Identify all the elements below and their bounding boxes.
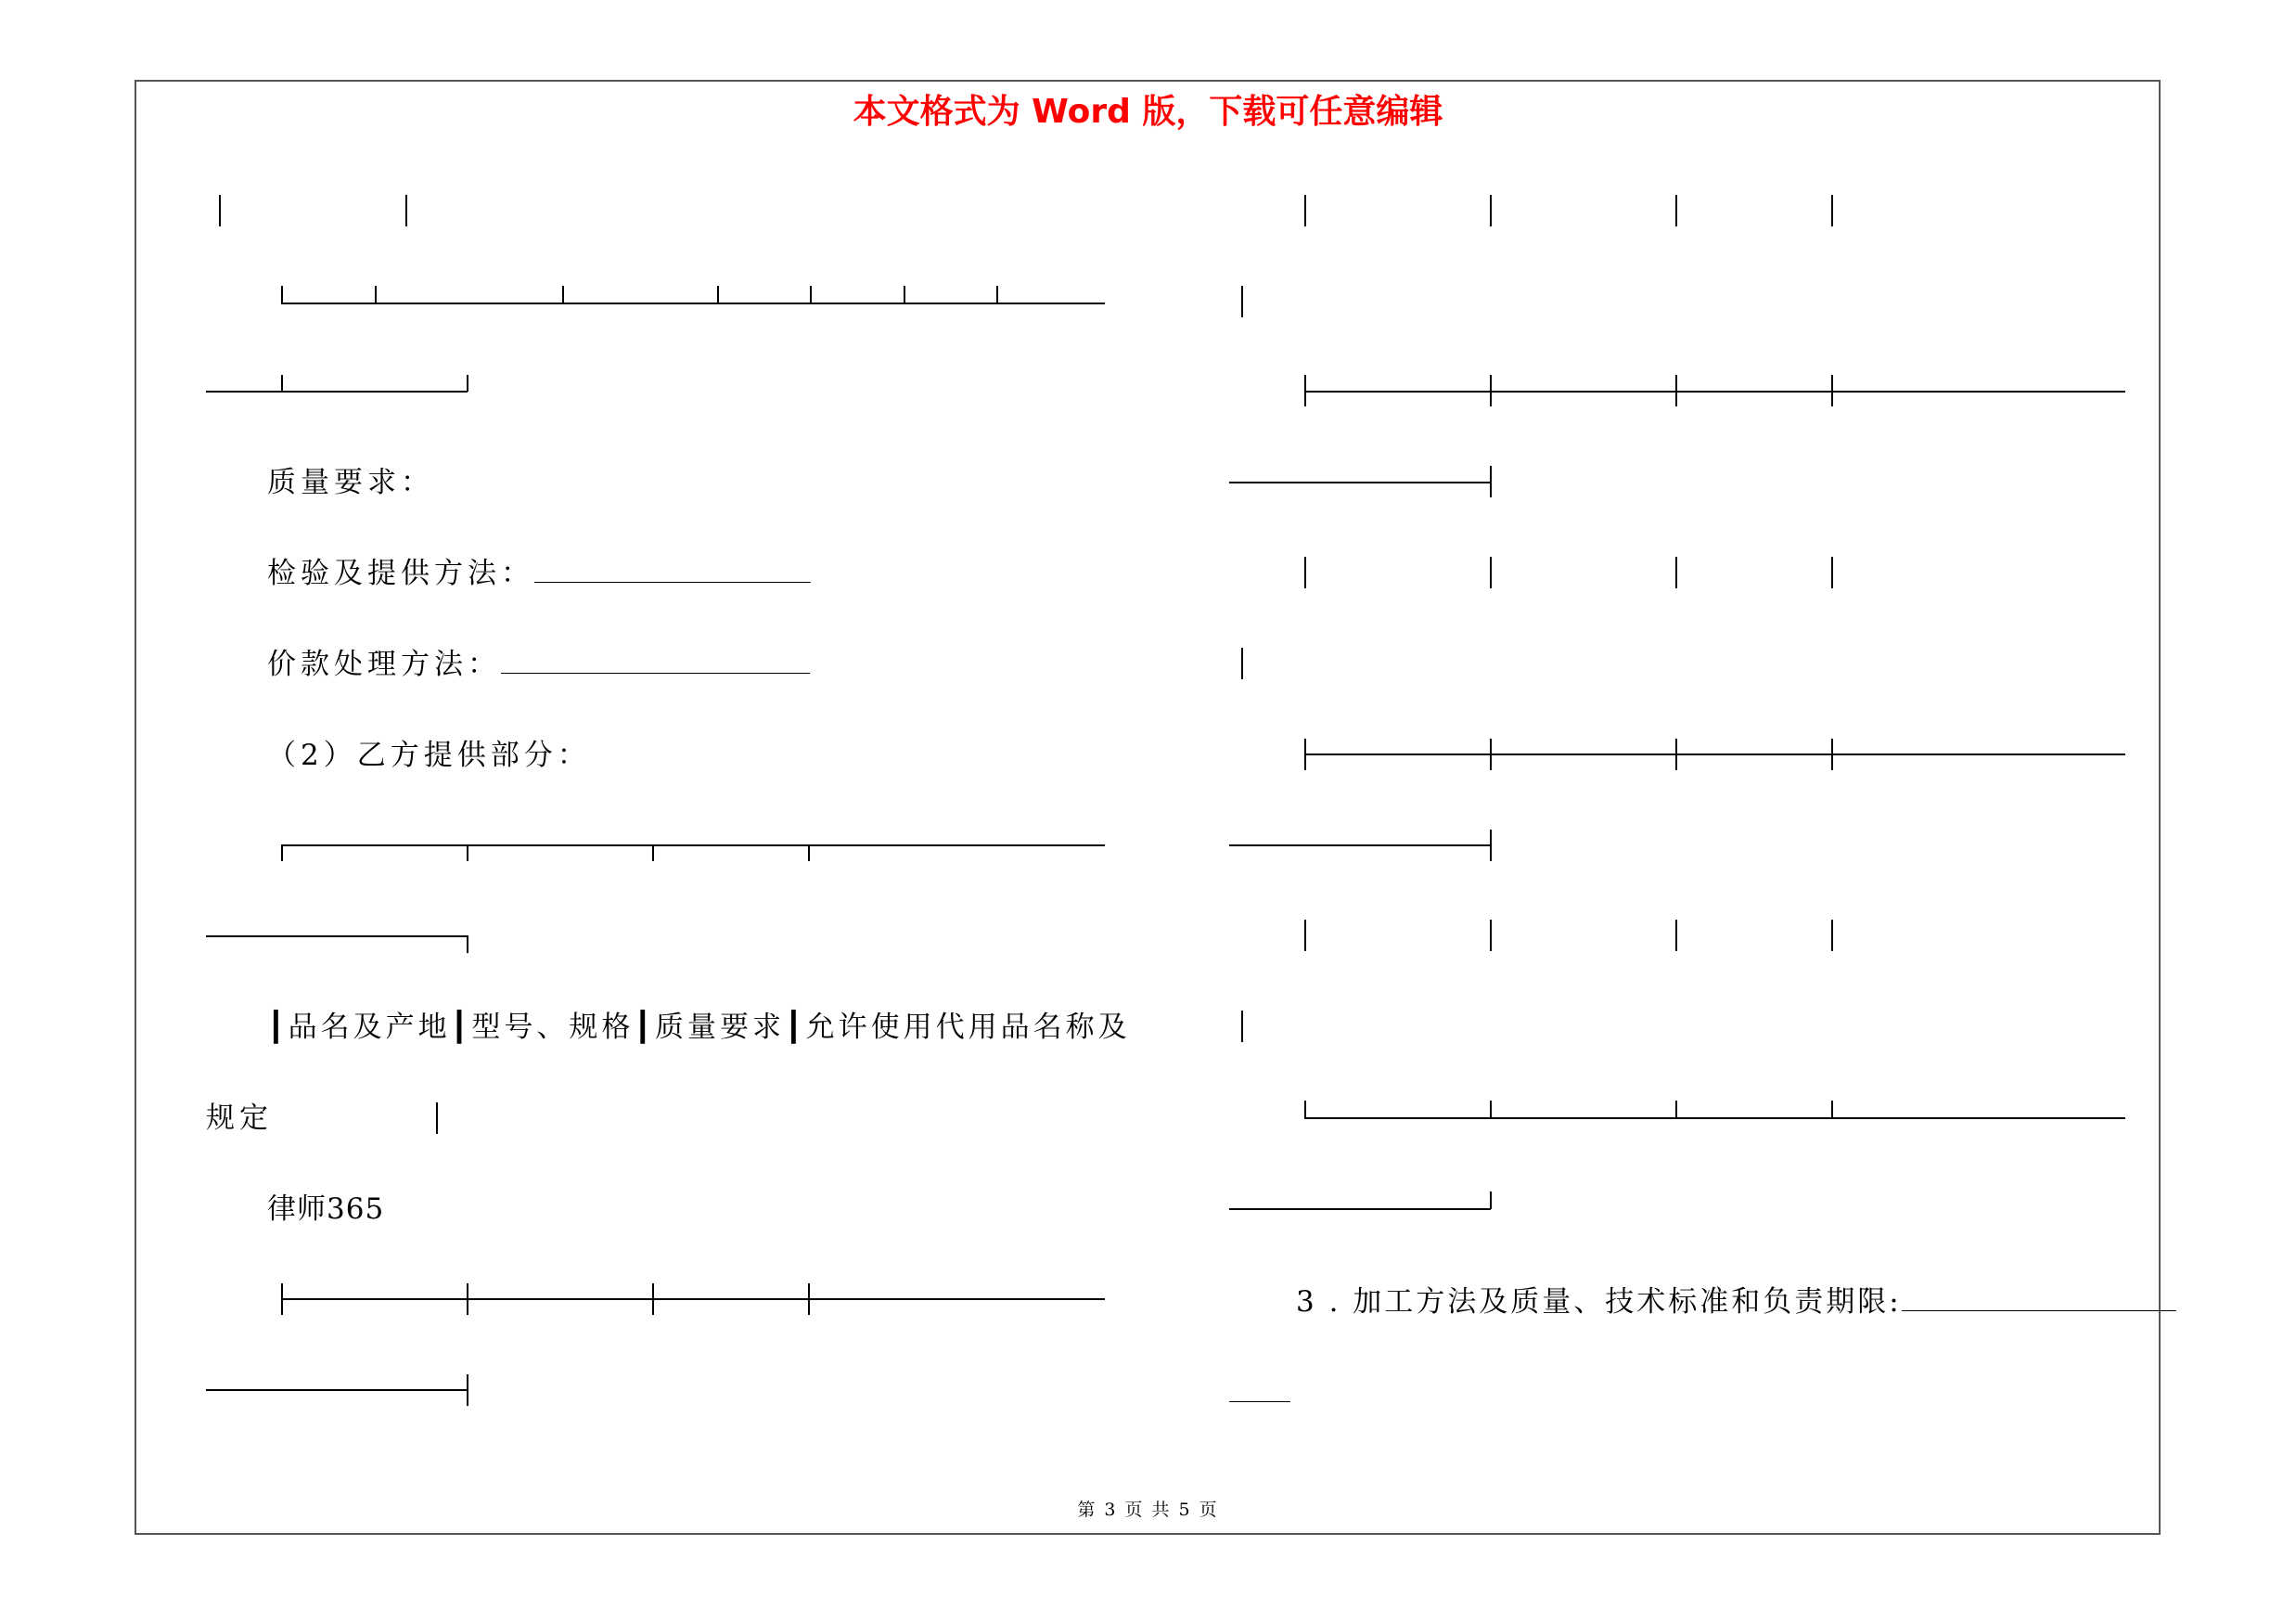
table-border [562, 286, 564, 303]
table-border [1304, 391, 2125, 393]
table-border [467, 1374, 468, 1406]
table-border [808, 844, 810, 861]
table-border [405, 195, 407, 226]
table-border [1304, 375, 1306, 406]
table-border [1490, 466, 1492, 497]
table-border [1241, 286, 1243, 317]
page-indicator: 第 3 页 共 5 页 [1077, 1500, 1219, 1520]
table-border [1241, 648, 1243, 679]
table-border [1490, 830, 1492, 861]
item3-blank-cont[interactable] [1229, 1401, 1290, 1402]
table-border [1490, 195, 1492, 226]
table-border [1490, 375, 1492, 406]
table-border [1490, 739, 1492, 770]
table-border [206, 1389, 468, 1391]
table-border [996, 286, 998, 303]
table-border [1490, 1191, 1492, 1209]
payment-label-text: 价款处理方法： [267, 648, 501, 681]
table-border [1490, 1101, 1492, 1118]
table-border [1675, 739, 1677, 770]
table-border [1831, 195, 1833, 226]
table-border [281, 844, 1105, 846]
table-border [281, 375, 283, 392]
table-border [1675, 195, 1677, 226]
inspection-label [267, 555, 811, 592]
quality-label: 质量要求： [267, 466, 434, 499]
table-border [1304, 1101, 1306, 1118]
table-border [1304, 195, 1306, 226]
item3-text [1296, 1283, 2176, 1320]
table-border [1675, 375, 1677, 406]
table-border [1490, 557, 1492, 588]
table-border [281, 303, 1105, 304]
table-border [1675, 557, 1677, 588]
table-border [717, 286, 719, 303]
table-border [375, 286, 377, 303]
table-border [436, 1102, 438, 1134]
watermark-text: 律师365 [267, 1192, 385, 1226]
table-border [281, 286, 283, 303]
table-border [1304, 1117, 2125, 1119]
table-border [206, 391, 468, 393]
table-border [1675, 1101, 1677, 1118]
table-border [1831, 739, 1833, 770]
item3-label: 3 . 加工方法及质量、技术标准和负责期限: [1296, 1285, 1902, 1319]
table-border [652, 844, 654, 861]
table-border [1675, 920, 1677, 951]
table-border [467, 375, 468, 392]
table-border [1304, 557, 1306, 588]
table-border [1229, 1208, 1491, 1210]
table-border [1229, 482, 1491, 483]
section2-title: （2）乙方提供部分： [267, 739, 591, 772]
table-border [1229, 844, 1491, 846]
table-border [281, 1283, 283, 1315]
table-border [1831, 920, 1833, 951]
table-border [1304, 754, 2125, 755]
table-border [1241, 1011, 1243, 1042]
table-border [281, 844, 283, 861]
payment-label [267, 646, 810, 683]
document-banner: 本文格式为 Word 版，下载可任意编辑 [853, 93, 1443, 131]
table-border [1831, 557, 1833, 588]
inspection-label-text: 检验及提供方法： [267, 557, 534, 590]
table-border [206, 935, 468, 937]
table-border [467, 844, 468, 861]
item3-blank[interactable] [1902, 1286, 2176, 1311]
table-border [810, 286, 812, 303]
payment-blank[interactable] [501, 649, 810, 674]
table-header-row-cont: 规定 [206, 1101, 273, 1135]
table-border [1304, 920, 1306, 951]
table-border [219, 195, 221, 226]
table-border [808, 1283, 810, 1315]
table-border [467, 935, 468, 953]
table-border [1831, 1101, 1833, 1118]
table-header-row: ┃品名及产地┃型号、规格┃质量要求┃允许使用代用品名称及 [267, 1011, 1131, 1044]
table-border [1304, 739, 1306, 770]
table-border [281, 1298, 1105, 1300]
table-border [1490, 920, 1492, 951]
table-border [652, 1283, 654, 1315]
table-border [904, 286, 905, 303]
inspection-blank[interactable] [534, 558, 811, 583]
table-border [467, 1283, 468, 1315]
table-border [1831, 375, 1833, 406]
